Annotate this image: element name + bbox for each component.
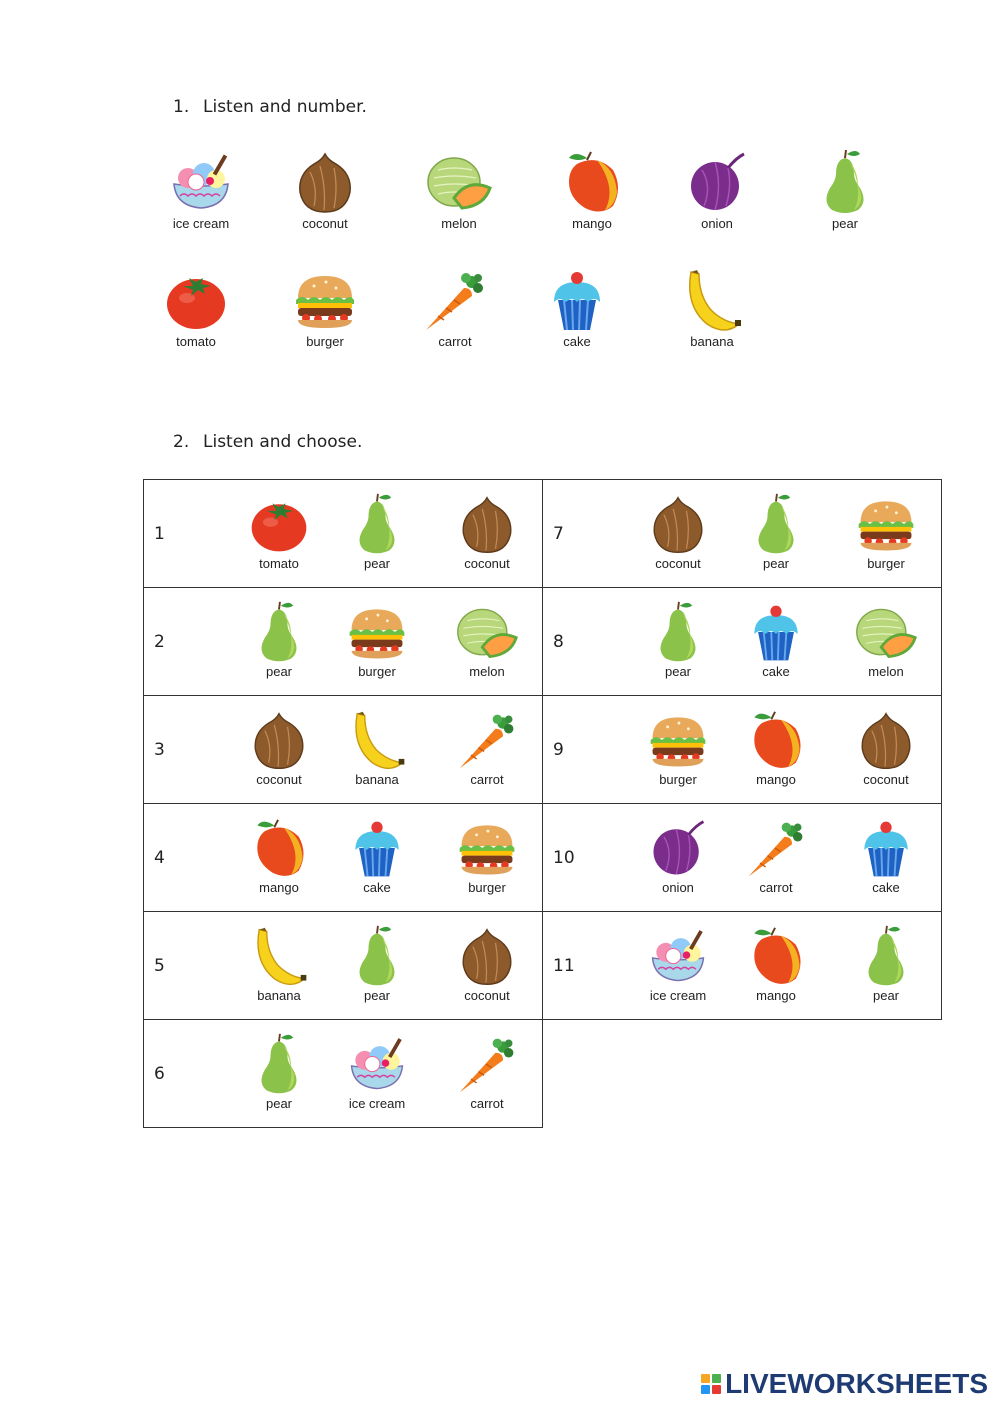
answer-option-ice-cream[interactable] — [327, 1032, 427, 1111]
carrot-icon — [726, 816, 826, 882]
answer-option-pear[interactable] — [229, 600, 329, 679]
food-label: melon — [441, 216, 477, 231]
question-number: 7 — [553, 524, 564, 544]
answer-option-label: mango — [259, 880, 299, 895]
answer-option-label: pear — [872, 988, 900, 1003]
answer-option-carrot[interactable] — [437, 1032, 537, 1111]
answer-option-label: coconut — [464, 556, 510, 571]
answer-option-tomato[interactable] — [229, 492, 329, 571]
burger-icon — [628, 708, 728, 774]
answer-option-label: coconut — [256, 772, 302, 787]
answer-option-label: pear — [762, 556, 790, 571]
ice-cream-icon — [327, 1032, 427, 1098]
melon-icon — [437, 600, 537, 666]
answer-option-label: cake — [762, 664, 790, 679]
question-cell — [144, 696, 543, 804]
answer-option-ice-cream[interactable] — [628, 924, 728, 1003]
ice-cream-icon — [628, 924, 728, 990]
choose-table-row — [144, 912, 942, 1020]
answer-option-label: melon — [868, 664, 904, 679]
answer-option-label: cake — [363, 880, 391, 895]
question-cell — [144, 912, 543, 1020]
tomato-icon — [141, 266, 251, 336]
mango-icon — [537, 148, 647, 218]
melon-icon — [836, 600, 936, 666]
tomato-icon — [229, 492, 329, 558]
answer-option-label: ice cream — [348, 1096, 406, 1111]
question-cell — [543, 912, 942, 1020]
question-cell — [543, 480, 942, 588]
question-number: 3 — [154, 740, 165, 760]
food-label: tomato — [176, 334, 216, 349]
answer-option-label: cake — [872, 880, 900, 895]
answer-option-pear[interactable] — [327, 924, 427, 1003]
food-item-tomato — [141, 266, 251, 361]
choose-table-row — [144, 696, 942, 804]
pear-icon — [628, 600, 728, 666]
question-cell — [144, 480, 543, 588]
answer-option-label: mango — [756, 988, 796, 1003]
answer-option-burger[interactable] — [836, 492, 936, 571]
food-item-burger — [270, 266, 380, 361]
logo-mark-icon — [701, 1374, 721, 1394]
burger-icon — [437, 816, 537, 882]
food-label: onion — [701, 216, 733, 231]
answer-option-label: melon — [469, 664, 505, 679]
burger-icon — [327, 600, 427, 666]
food-label: carrot — [438, 334, 472, 349]
section-1-title: Listen and number. — [203, 97, 367, 117]
answer-option-pear[interactable] — [229, 1032, 329, 1111]
question-number: 1 — [154, 524, 165, 544]
answer-option-coconut[interactable] — [628, 492, 728, 571]
carrot-icon — [437, 1032, 537, 1098]
onion-icon — [628, 816, 728, 882]
section-2-title: Listen and choose. — [203, 432, 363, 452]
answer-option-cake[interactable] — [327, 816, 427, 895]
answer-option-mango[interactable] — [229, 816, 329, 895]
question-cell — [144, 804, 543, 912]
answer-option-label: carrot — [759, 880, 793, 895]
answer-option-label: burger — [659, 772, 697, 787]
answer-option-pear[interactable] — [836, 924, 936, 1003]
answer-option-mango[interactable] — [726, 924, 826, 1003]
answer-option-pear[interactable] — [726, 492, 826, 571]
mango-icon — [726, 924, 826, 990]
cake-icon — [327, 816, 427, 882]
answer-option-label: mango — [756, 772, 796, 787]
food-item-mango — [537, 148, 647, 243]
melon-icon — [404, 148, 514, 218]
coconut-icon — [437, 924, 537, 990]
answer-option-label: ice cream — [649, 988, 707, 1003]
answer-option-label: pear — [664, 664, 692, 679]
answer-option-coconut[interactable] — [836, 708, 936, 787]
answer-option-carrot[interactable] — [437, 708, 537, 787]
answer-option-label: burger — [867, 556, 905, 571]
cake-icon — [522, 266, 632, 336]
question-number: 4 — [154, 848, 165, 868]
choose-table-row — [144, 480, 942, 588]
mango-icon — [229, 816, 329, 882]
answer-option-mango[interactable] — [726, 708, 826, 787]
pear-icon — [726, 492, 826, 558]
answer-option-label: carrot — [470, 1096, 504, 1111]
cake-icon — [836, 816, 936, 882]
food-item-pear — [790, 148, 900, 243]
choose-table — [143, 479, 942, 1128]
food-label: ice cream — [172, 216, 230, 231]
coconut-icon — [270, 148, 380, 218]
food-label: pear — [831, 216, 859, 231]
banana-icon — [657, 266, 767, 336]
answer-option-banana[interactable] — [327, 708, 427, 787]
question-number: 9 — [553, 740, 564, 760]
food-item-banana — [657, 266, 767, 361]
food-label: cake — [563, 334, 591, 349]
choose-table-row — [144, 804, 942, 912]
pear-icon — [836, 924, 936, 990]
coconut-icon — [229, 708, 329, 774]
mango-icon — [726, 708, 826, 774]
question-cell — [543, 696, 942, 804]
pear-icon — [229, 600, 329, 666]
banana-icon — [229, 924, 329, 990]
answer-option-melon[interactable] — [836, 600, 936, 679]
answer-option-label: banana — [257, 988, 301, 1003]
pear-icon — [327, 924, 427, 990]
carrot-icon — [400, 266, 510, 336]
answer-option-onion[interactable] — [628, 816, 728, 895]
burger-icon — [270, 266, 380, 336]
carrot-icon — [437, 708, 537, 774]
question-cell — [144, 1020, 543, 1128]
answer-option-label: coconut — [863, 772, 909, 787]
question-number: 2 — [154, 632, 165, 652]
question-number: 8 — [553, 632, 564, 652]
answer-option-cake[interactable] — [726, 600, 826, 679]
choose-table-row — [144, 1020, 942, 1128]
question-number: 11 — [553, 956, 575, 976]
coconut-icon — [437, 492, 537, 558]
empty-cell — [543, 1020, 942, 1128]
answer-option-burger[interactable] — [327, 600, 427, 679]
answer-option-burger[interactable] — [437, 816, 537, 895]
pear-icon — [229, 1032, 329, 1098]
answer-option-melon[interactable] — [437, 600, 537, 679]
food-label: burger — [306, 334, 344, 349]
food-label: coconut — [302, 216, 348, 231]
answer-option-label: burger — [358, 664, 396, 679]
question-number: 6 — [154, 1064, 165, 1084]
answer-option-label: onion — [662, 880, 694, 895]
answer-option-pear[interactable] — [327, 492, 427, 571]
cake-icon — [726, 600, 826, 666]
food-label: mango — [572, 216, 612, 231]
coconut-icon — [836, 708, 936, 774]
answer-option-label: pear — [363, 556, 391, 571]
logo-text: LIVEWORKSHEETS — [725, 1368, 988, 1399]
answer-option-label: burger — [468, 880, 506, 895]
section-1-number: 1. — [173, 97, 190, 117]
food-item-coconut — [270, 148, 380, 243]
food-item-ice-cream — [146, 148, 256, 243]
liveworksheets-logo — [701, 1368, 988, 1400]
pear-icon — [327, 492, 427, 558]
question-cell — [144, 588, 543, 696]
onion-icon — [662, 148, 772, 218]
banana-icon — [327, 708, 427, 774]
section-2-number: 2. — [173, 432, 190, 452]
answer-option-carrot[interactable] — [726, 816, 826, 895]
burger-icon — [836, 492, 936, 558]
question-cell — [543, 588, 942, 696]
question-number: 10 — [553, 848, 575, 868]
answer-option-label: coconut — [655, 556, 701, 571]
question-cell — [543, 804, 942, 912]
answer-option-label: pear — [363, 988, 391, 1003]
answer-option-label: pear — [265, 1096, 293, 1111]
answer-option-cake[interactable] — [836, 816, 936, 895]
food-item-carrot — [400, 266, 510, 361]
choose-table-row — [144, 588, 942, 696]
answer-option-label: tomato — [259, 556, 299, 571]
ice-cream-icon — [146, 148, 256, 218]
answer-option-banana[interactable] — [229, 924, 329, 1003]
answer-option-label: banana — [355, 772, 399, 787]
answer-option-coconut[interactable] — [437, 492, 537, 571]
answer-option-label: coconut — [464, 988, 510, 1003]
food-item-cake — [522, 266, 632, 361]
section-2-heading — [173, 432, 362, 452]
answer-option-burger[interactable] — [628, 708, 728, 787]
answer-option-coconut[interactable] — [437, 924, 537, 1003]
food-item-melon — [404, 148, 514, 243]
answer-option-label: pear — [265, 664, 293, 679]
answer-option-pear[interactable] — [628, 600, 728, 679]
pear-icon — [790, 148, 900, 218]
question-number: 5 — [154, 956, 165, 976]
food-label: banana — [690, 334, 734, 349]
answer-option-label: carrot — [470, 772, 504, 787]
answer-option-coconut[interactable] — [229, 708, 329, 787]
coconut-icon — [628, 492, 728, 558]
section-1-heading — [173, 97, 367, 117]
food-item-onion — [662, 148, 772, 243]
